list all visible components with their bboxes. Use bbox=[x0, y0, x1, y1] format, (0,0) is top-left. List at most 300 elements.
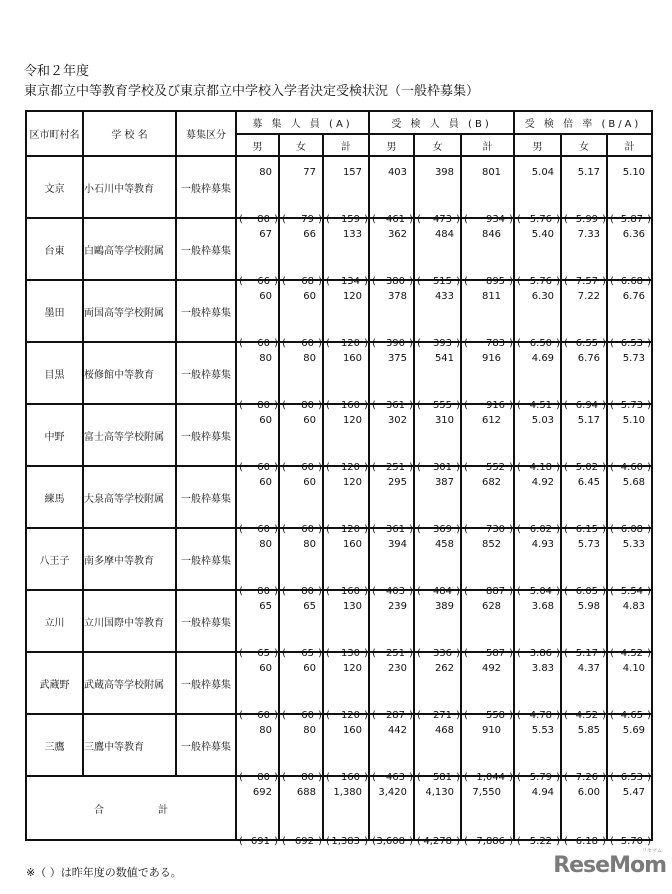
data-cell bbox=[369, 652, 414, 721]
current-value: 4.37 bbox=[577, 663, 601, 674]
prev-number: 5.99 bbox=[575, 214, 599, 225]
data-cell bbox=[607, 342, 652, 411]
paren-open: ( bbox=[517, 214, 521, 225]
paren-close: ) bbox=[509, 338, 514, 349]
data-cell bbox=[236, 714, 279, 783]
category-cell: 一般枠募集 bbox=[176, 156, 236, 218]
current-value: 60 bbox=[303, 477, 316, 488]
current-value: 80 bbox=[259, 353, 272, 364]
data-cell bbox=[461, 280, 514, 349]
prev-number: 5.04 bbox=[529, 586, 553, 597]
paren-close: ) bbox=[274, 710, 278, 721]
data-cell bbox=[279, 528, 323, 597]
prev-number: 3.86 bbox=[529, 648, 553, 659]
current-value: 5.33 bbox=[622, 539, 646, 550]
data-cell bbox=[461, 342, 514, 411]
exam-status-table bbox=[25, 110, 653, 847]
prev-number: 251 bbox=[385, 462, 406, 473]
paren-close: ) bbox=[602, 648, 607, 659]
paren-close: ) bbox=[274, 400, 278, 411]
category-cell: 一般枠募集 bbox=[176, 218, 236, 280]
prev-number: 6.15 bbox=[575, 524, 599, 535]
paren-close: ) bbox=[364, 524, 369, 535]
logo-text: ReseMom bbox=[553, 853, 666, 878]
paren-open: ( bbox=[610, 524, 614, 535]
col-male: 男 bbox=[236, 134, 279, 156]
paren-open: ( bbox=[326, 586, 330, 597]
paren-close: ) bbox=[364, 214, 369, 225]
data-cell bbox=[414, 280, 461, 349]
paren-open: ( bbox=[564, 710, 568, 721]
data-cell bbox=[414, 404, 461, 473]
current-value: 80 bbox=[303, 353, 316, 364]
current-value: 6.45 bbox=[577, 477, 601, 488]
paren-open: ( bbox=[282, 586, 286, 597]
prev-number: 287 bbox=[385, 710, 406, 721]
current-value: 387 bbox=[434, 477, 455, 488]
current-value: 375 bbox=[387, 353, 408, 364]
prev-number: 393 bbox=[432, 338, 453, 349]
data-cell bbox=[561, 776, 607, 847]
paren-open: ( bbox=[417, 338, 421, 349]
paren-close: ) bbox=[318, 524, 322, 535]
data-cell bbox=[514, 528, 561, 597]
school-cell: 桜修館中等教育 bbox=[83, 342, 176, 404]
paren-open: ( bbox=[326, 524, 330, 535]
prev-number: 6.55 bbox=[575, 338, 599, 349]
data-cell bbox=[514, 714, 561, 783]
ward-cell: 武蔵野 bbox=[26, 652, 83, 714]
paren-open: ( bbox=[372, 214, 376, 225]
data-cell bbox=[414, 528, 461, 597]
prev-number: 6.08 bbox=[620, 524, 644, 535]
data-cell bbox=[514, 218, 561, 287]
prev-number: 380 bbox=[385, 276, 406, 287]
data-cell bbox=[561, 714, 607, 783]
paren-open: ( bbox=[564, 648, 568, 659]
data-cell bbox=[236, 156, 279, 225]
paren-close: ) bbox=[647, 836, 652, 847]
total-label bbox=[26, 776, 236, 840]
ward-cell: 台東 bbox=[26, 218, 83, 280]
prev-number: 783 bbox=[485, 338, 506, 349]
paren-open: ( bbox=[372, 836, 376, 847]
data-cell bbox=[561, 652, 607, 721]
prev-number: 887 bbox=[485, 586, 506, 597]
paren-close: ) bbox=[456, 772, 461, 783]
data-cell bbox=[414, 466, 461, 535]
paren-open: ( bbox=[326, 648, 330, 659]
prev-number: 120 bbox=[340, 338, 361, 349]
ward-cell: 目黒 bbox=[26, 342, 83, 404]
data-cell bbox=[323, 156, 369, 225]
paren-open: ( bbox=[239, 338, 243, 349]
paren-open: ( bbox=[372, 338, 376, 349]
paren-close: ) bbox=[556, 586, 561, 597]
paren-open: ( bbox=[326, 400, 330, 411]
data-cell bbox=[561, 404, 607, 473]
prev-number: 159 bbox=[340, 214, 361, 225]
prev-number: 68 bbox=[301, 276, 314, 287]
prev-number: 4,278 bbox=[423, 836, 453, 847]
paren-close: ) bbox=[274, 276, 278, 287]
prev-number: 134 bbox=[340, 276, 361, 287]
current-value: 682 bbox=[481, 477, 502, 488]
category-cell: 一般枠募集 bbox=[176, 590, 236, 652]
paren-close: ) bbox=[456, 400, 461, 411]
paren-close: ) bbox=[647, 276, 652, 287]
prev-number: 7,886 bbox=[476, 836, 506, 847]
current-value: 433 bbox=[434, 291, 455, 302]
current-value: 6.30 bbox=[531, 291, 555, 302]
page-title: 東京都立中等教育学校及び東京都立中学校入学者決定受検状況（一般枠募集） bbox=[24, 84, 480, 99]
current-value: 80 bbox=[303, 725, 316, 736]
current-value: 77 bbox=[303, 167, 316, 178]
data-cell bbox=[279, 280, 323, 349]
data-cell bbox=[369, 590, 414, 659]
col-male: 男 bbox=[514, 134, 561, 156]
paren-open: ( bbox=[464, 524, 468, 535]
paren-close: ) bbox=[364, 710, 369, 721]
paren-close: ) bbox=[274, 586, 278, 597]
paren-open: ( bbox=[239, 462, 243, 473]
data-cell bbox=[236, 218, 279, 287]
data-cell bbox=[323, 714, 369, 783]
current-value: 120 bbox=[342, 291, 363, 302]
prev-number: 4.52 bbox=[620, 648, 644, 659]
prev-number: 336 bbox=[432, 648, 453, 659]
data-cell bbox=[607, 590, 652, 659]
data-cell bbox=[369, 156, 414, 225]
current-value: 801 bbox=[481, 167, 502, 178]
paren-close: ) bbox=[318, 772, 322, 783]
paren-close: ) bbox=[556, 772, 561, 783]
paren-open: ( bbox=[517, 772, 521, 783]
category-cell: 一般枠募集 bbox=[176, 280, 236, 342]
school-cell: 大泉高等学校附属 bbox=[83, 466, 176, 528]
prev-number: 4.78 bbox=[529, 710, 553, 721]
paren-open: ( bbox=[282, 524, 286, 535]
prev-number: 6.05 bbox=[575, 586, 599, 597]
prev-number: 80 bbox=[301, 400, 314, 411]
paren-open: ( bbox=[564, 338, 568, 349]
current-value: 5.98 bbox=[577, 601, 601, 612]
data-cell bbox=[514, 466, 561, 535]
data-cell bbox=[607, 280, 652, 349]
data-cell bbox=[414, 652, 461, 721]
data-cell bbox=[279, 466, 323, 535]
paren-close: ) bbox=[456, 586, 461, 597]
paren-close: ) bbox=[364, 648, 369, 659]
current-value: 612 bbox=[481, 415, 502, 426]
paren-close: ) bbox=[456, 710, 461, 721]
prev-number: 369 bbox=[432, 524, 453, 535]
paren-open: ( bbox=[326, 214, 330, 225]
prev-number: 5.17 bbox=[575, 648, 599, 659]
paren-close: ) bbox=[318, 836, 322, 847]
prev-number: 4.65 bbox=[620, 710, 644, 721]
data-cell bbox=[514, 156, 561, 225]
current-value: 910 bbox=[481, 725, 502, 736]
prev-number: 461 bbox=[385, 214, 406, 225]
paren-close: ) bbox=[318, 648, 322, 659]
current-value: 80 bbox=[259, 539, 272, 550]
current-value: 5.40 bbox=[531, 229, 555, 240]
paren-close: ) bbox=[409, 524, 414, 535]
current-value: 6.00 bbox=[577, 787, 601, 798]
col-male: 男 bbox=[369, 134, 414, 156]
paren-open: ( bbox=[282, 710, 286, 721]
data-cell bbox=[561, 218, 607, 287]
paren-close: ) bbox=[274, 836, 278, 847]
data-cell bbox=[514, 404, 561, 473]
current-value: 811 bbox=[481, 291, 502, 302]
paren-close: ) bbox=[602, 400, 607, 411]
prev-number: 6.68 bbox=[620, 276, 644, 287]
paren-open: ( bbox=[326, 710, 330, 721]
paren-open: ( bbox=[282, 836, 286, 847]
current-value: 7,550 bbox=[472, 787, 502, 798]
paren-open: ( bbox=[564, 772, 568, 783]
prev-number: 730 bbox=[485, 524, 506, 535]
paren-open: ( bbox=[610, 710, 614, 721]
data-cell bbox=[236, 652, 279, 721]
data-cell bbox=[236, 342, 279, 411]
paren-open: ( bbox=[464, 214, 468, 225]
current-value: 60 bbox=[303, 663, 316, 674]
paren-open: ( bbox=[564, 400, 568, 411]
paren-open: ( bbox=[372, 648, 376, 659]
data-cell bbox=[561, 528, 607, 597]
paren-close: ) bbox=[318, 400, 322, 411]
paren-open: ( bbox=[372, 586, 376, 597]
paren-close: ) bbox=[409, 772, 414, 783]
current-value: 5.85 bbox=[577, 725, 601, 736]
current-value: 130 bbox=[342, 601, 363, 612]
data-cell bbox=[461, 404, 514, 473]
paren-open: ( bbox=[417, 462, 421, 473]
data-cell bbox=[323, 466, 369, 535]
current-value: 389 bbox=[434, 601, 455, 612]
current-value: 5.03 bbox=[531, 415, 555, 426]
data-cell bbox=[279, 156, 323, 225]
paren-open: ( bbox=[326, 836, 330, 847]
current-value: 67 bbox=[259, 229, 272, 240]
prev-number: 4.18 bbox=[529, 462, 553, 473]
prev-number: 5.70 bbox=[620, 836, 644, 847]
data-cell bbox=[607, 404, 652, 473]
logo-sub: リセマム bbox=[642, 848, 662, 854]
paren-close: ) bbox=[602, 276, 607, 287]
paren-close: ) bbox=[318, 276, 322, 287]
current-value: 6.36 bbox=[622, 229, 646, 240]
current-value: 5.47 bbox=[622, 787, 646, 798]
paren-close: ) bbox=[556, 648, 561, 659]
current-value: 60 bbox=[259, 415, 272, 426]
current-value: 4.83 bbox=[622, 601, 646, 612]
current-value: 262 bbox=[434, 663, 455, 674]
paren-close: ) bbox=[364, 462, 369, 473]
prev-number: 463 bbox=[385, 772, 406, 783]
paren-close: ) bbox=[409, 400, 414, 411]
current-value: 378 bbox=[387, 291, 408, 302]
current-value: 6.76 bbox=[622, 291, 646, 302]
prev-number: 1,383 bbox=[331, 836, 361, 847]
col-total: 計 bbox=[461, 134, 514, 156]
table-row bbox=[26, 528, 652, 590]
paren-open: ( bbox=[239, 400, 243, 411]
prev-number: 5.02 bbox=[575, 462, 599, 473]
current-value: 5.17 bbox=[577, 167, 601, 178]
paren-open: ( bbox=[417, 276, 421, 287]
prev-number: 120 bbox=[340, 462, 361, 473]
paren-close: ) bbox=[409, 586, 414, 597]
paren-open: ( bbox=[564, 524, 568, 535]
paren-open: ( bbox=[326, 276, 330, 287]
col-total: 計 bbox=[323, 134, 369, 156]
prev-number: 80 bbox=[257, 586, 270, 597]
col-school: 学 校 名 bbox=[83, 111, 176, 156]
paren-close: ) bbox=[409, 836, 414, 847]
total-label-right: 計 bbox=[158, 804, 168, 816]
data-cell bbox=[279, 590, 323, 659]
prev-number: 895 bbox=[485, 276, 506, 287]
prev-number: 60 bbox=[257, 462, 270, 473]
current-value: 846 bbox=[481, 229, 502, 240]
paren-open: ( bbox=[610, 400, 614, 411]
data-cell bbox=[414, 156, 461, 225]
prev-number: 515 bbox=[432, 276, 453, 287]
paren-open: ( bbox=[610, 338, 614, 349]
paren-close: ) bbox=[647, 338, 652, 349]
prev-number: 390 bbox=[385, 338, 406, 349]
prev-number: 555 bbox=[432, 400, 453, 411]
paren-close: ) bbox=[409, 338, 414, 349]
paren-open: ( bbox=[517, 462, 521, 473]
ward-cell: 文京 bbox=[26, 156, 83, 218]
paren-open: ( bbox=[517, 524, 521, 535]
paren-open: ( bbox=[564, 276, 568, 287]
paren-open: ( bbox=[282, 338, 286, 349]
paren-close: ) bbox=[456, 338, 461, 349]
ward-cell: 練馬 bbox=[26, 466, 83, 528]
category-cell: 一般枠募集 bbox=[176, 466, 236, 528]
current-value: 4,130 bbox=[425, 787, 455, 798]
prev-number: 130 bbox=[340, 648, 361, 659]
prev-number: 160 bbox=[340, 400, 361, 411]
paren-open: ( bbox=[282, 648, 286, 659]
prev-number: 301 bbox=[432, 462, 453, 473]
prev-number: 160 bbox=[340, 586, 361, 597]
current-value: 5.69 bbox=[622, 725, 646, 736]
paren-close: ) bbox=[647, 524, 652, 535]
paren-close: ) bbox=[556, 462, 561, 473]
paren-close: ) bbox=[509, 462, 514, 473]
paren-open: ( bbox=[417, 524, 421, 535]
paren-open: ( bbox=[517, 586, 521, 597]
data-cell bbox=[607, 714, 652, 783]
col-group-ratio: 受 検 倍 率 (B/A) bbox=[514, 111, 652, 134]
prev-number: 6.50 bbox=[529, 338, 553, 349]
prev-number: 1,044 bbox=[476, 772, 506, 783]
table-row bbox=[26, 280, 652, 342]
paren-close: ) bbox=[556, 400, 561, 411]
paren-open: ( bbox=[239, 586, 243, 597]
prev-number: 5.87 bbox=[620, 214, 644, 225]
data-cell bbox=[369, 218, 414, 287]
prev-number: 473 bbox=[432, 214, 453, 225]
data-cell bbox=[514, 652, 561, 721]
paren-open: ( bbox=[564, 586, 568, 597]
current-value: 80 bbox=[259, 725, 272, 736]
current-value: 394 bbox=[387, 539, 408, 550]
current-value: 5.68 bbox=[622, 477, 646, 488]
fiscal-year: 令和２年度 bbox=[24, 64, 90, 79]
paren-close: ) bbox=[647, 772, 652, 783]
current-value: 5.10 bbox=[622, 167, 646, 178]
data-cell bbox=[561, 342, 607, 411]
paren-close: ) bbox=[556, 710, 561, 721]
prev-number: 6.53 bbox=[620, 772, 644, 783]
paren-close: ) bbox=[556, 338, 561, 349]
data-cell bbox=[461, 528, 514, 597]
paren-open: ( bbox=[282, 772, 286, 783]
paren-close: ) bbox=[274, 648, 278, 659]
current-value: 80 bbox=[259, 167, 272, 178]
col-group-examinees: 受 検 人 員 (B) bbox=[369, 111, 514, 134]
paren-close: ) bbox=[274, 214, 278, 225]
data-cell bbox=[279, 342, 323, 411]
paren-open: ( bbox=[372, 400, 376, 411]
paren-open: ( bbox=[517, 276, 521, 287]
col-total: 計 bbox=[607, 134, 652, 156]
paren-open: ( bbox=[610, 836, 614, 847]
paren-close: ) bbox=[647, 586, 652, 597]
school-cell: 小石川中等教育 bbox=[83, 156, 176, 218]
paren-open: ( bbox=[417, 400, 421, 411]
school-cell: 武蔵高等学校附属 bbox=[83, 652, 176, 714]
data-cell bbox=[369, 342, 414, 411]
prev-number: 558 bbox=[485, 710, 506, 721]
current-value: 4.69 bbox=[531, 353, 555, 364]
category-cell: 一般枠募集 bbox=[176, 652, 236, 714]
data-cell bbox=[279, 714, 323, 783]
table-row bbox=[26, 156, 652, 218]
table-row bbox=[26, 404, 652, 466]
data-cell bbox=[607, 776, 652, 847]
data-cell bbox=[369, 528, 414, 597]
paren-close: ) bbox=[318, 338, 322, 349]
prev-number: 160 bbox=[340, 772, 361, 783]
current-value: 60 bbox=[259, 663, 272, 674]
prev-number: 4.60 bbox=[620, 462, 644, 473]
current-value: 4.94 bbox=[531, 787, 555, 798]
prev-number: 361 bbox=[385, 524, 406, 535]
paren-open: ( bbox=[372, 276, 376, 287]
data-cell bbox=[236, 280, 279, 349]
paren-close: ) bbox=[647, 710, 652, 721]
paren-open: ( bbox=[282, 462, 286, 473]
prev-number: 361 bbox=[385, 400, 406, 411]
paren-open: ( bbox=[517, 338, 521, 349]
paren-close: ) bbox=[456, 836, 461, 847]
data-cell bbox=[323, 280, 369, 349]
prev-number: 60 bbox=[301, 524, 314, 535]
paren-open: ( bbox=[610, 648, 614, 659]
current-value: 541 bbox=[434, 353, 455, 364]
data-cell bbox=[414, 776, 461, 847]
prev-number: 5.22 bbox=[529, 836, 553, 847]
